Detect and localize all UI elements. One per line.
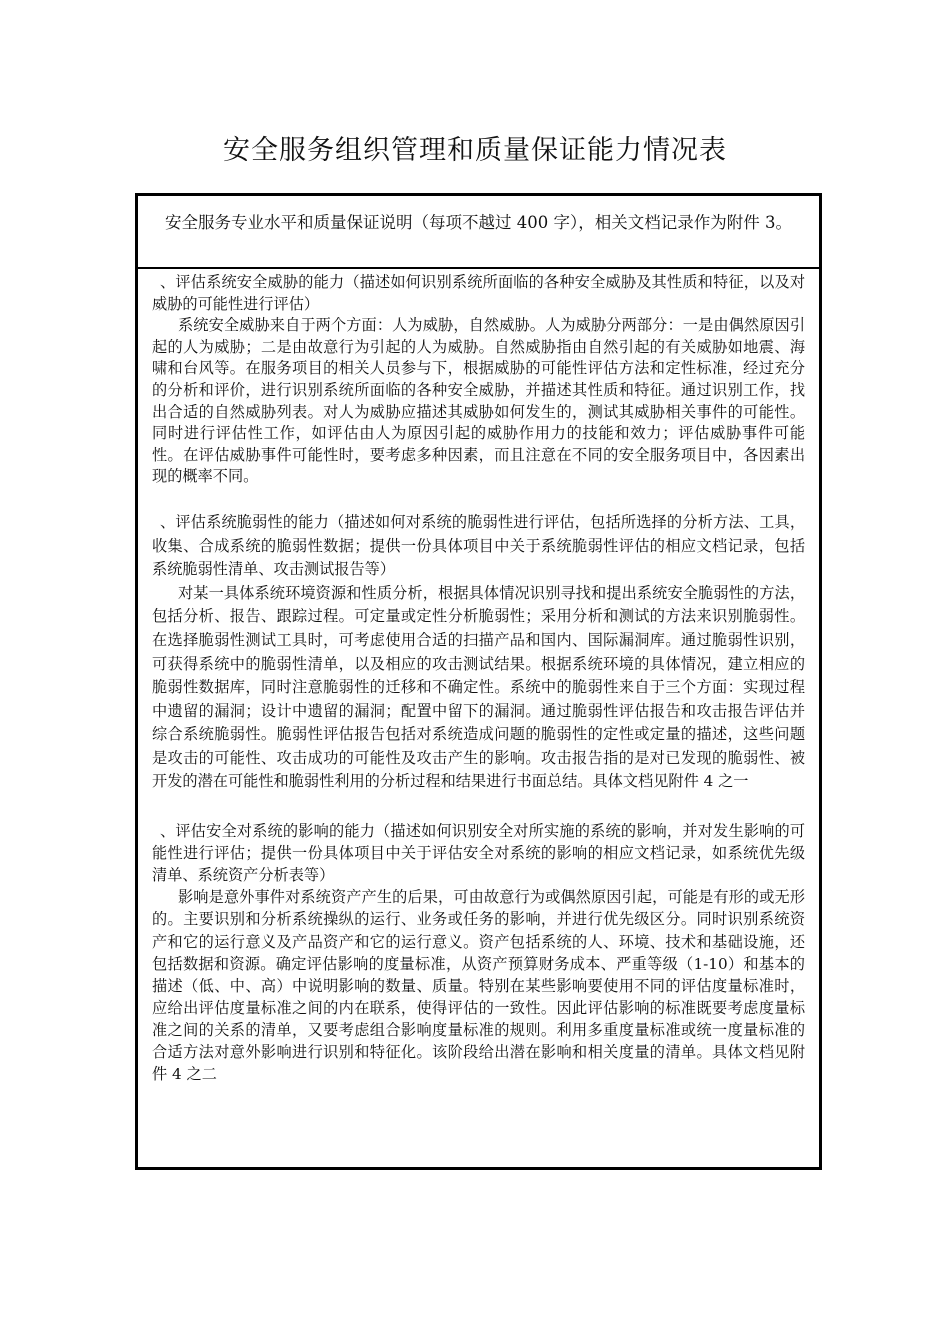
section-heading: 、评估系统脆弱性的能力（描述如何对系统的脆弱性进行评估，包括所选择的分析方法、工具，收集、合成系统的脆弱性数据；提供一份具体项目中关于系统脆弱性评估的相应文档记录，包括系统脆弱性清单、攻击测试报告等） bbox=[152, 512, 805, 579]
section-heading: 、评估安全对系统的影响的能力（描述如何识别安全对所实施的系统的影响，并对发生影响的可能性进行评估；提供一份具体项目中关于评估安全对系统的影响的相应文档记录，如系统优先级清单、系统资产分析表等） bbox=[152, 822, 805, 885]
vulnerability-assessment-section bbox=[152, 511, 805, 794]
section-spacer bbox=[152, 488, 805, 511]
threat-assessment-section bbox=[152, 272, 805, 488]
document-title: 安全服务组织管理和质量保证能力情况表 bbox=[223, 135, 727, 166]
table-header-text: 安全服务专业水平和质量保证说明（每项不越过 400 字），相关文档记录作为附件 3。 bbox=[165, 213, 792, 232]
impact-assessment-section bbox=[152, 820, 805, 1085]
section-body: 对某一具体系统环境资源和性质分析，根据具体情况识别寻找和提出系统安全脆弱性的方法，包括分析、报告、跟踪过程。可定量或定性分析脆弱性；采用分析和测试的方法来识别脆弱性。在选择脆弱性测试工具时，可考虑使用合适的扫描产品和国内、国际漏洞库。通过脆弱性识别，可获得系统中的脆弱性清单，以及相应的攻击测试结果。根据系统环境的具体情况，建立相应的脆弱性数据库，同时注意脆弱性的迁移和不确定性。系统中的脆弱性来自于三个方面：实现过程中遗留的漏洞；设计中遗留的漏洞；配置中留下的漏洞。通过脆弱性评估报告和攻击报告评估并综合系统脆弱性。脆弱性评估报告包括对系统造成问题的脆弱性的定性或定量的描述，这些问题是攻击的可能性、攻击成功的可能性及攻击产生的影响。攻击报告指的是对已发现的脆弱性、被开发的潜在可能性和脆弱性利用的分析过程和结果进行书面总结。具体文档见附件 4 之一 bbox=[152, 583, 805, 791]
section-body: 系统安全威胁来自于两个方面：人为威胁，自然威胁。人为威胁分两部分：一是由偶然原因引起的人为威胁；二是由故意行为引起的人为威胁。自然威胁指由自然引起的有关威胁如地震、海啸和台风等。在服务项目的相关人员参与下，根据威胁的可能性评估方法和定性标准，经过充分的分析和评价，进行识别系统所面临的各种安全威胁，并描述其性质和特征。通过识别工作，找出合适的自然威胁列表。对人为威胁应描述其威胁如何发生的，测试其威胁相关事件的可能性。同时进行评估性工作，如评估由人为原因引起的威胁作用力的技能和效力；评估威胁事件可能性。在评估威胁事件可能性时，要考虑多种因素，而且注意在不同的安全服务项目中，各因素出现的概率不同。 bbox=[152, 316, 805, 486]
table-body-cell bbox=[138, 269, 819, 1167]
section-spacer bbox=[152, 794, 805, 820]
section-heading: 、评估系统安全威胁的能力（描述如何识别系统所面临的各种安全威胁及其性质和特征，以及对威胁的可能性进行评估） bbox=[152, 273, 805, 313]
section-body: 影响是意外事件对系统资产产生的后果，可由故意行为或偶然原因引起，可能是有形的或无形的。主要识别和分析系统操纵的运行、业务或任务的影响，并进行优先级区分。同时识别系统资产和它的运行意义及产品资产和它的运行意义。资产包括系统的人、环境、技术和基础设施，还包括数据和资源。确定评估影响的度量标准，从资产预算财务成本、严重等级（1-10）和基本的描述（低、中、高）中说明影响的数量、质量。特别在某些影响要使用不同的评估度量标准时，应给出评估度量标准之间的内在联系，使得评估的一致性。因此评估影响的标准既要考虑度量标准之间的关系的清单，又要考虑组合影响度量标准的规则。利用多重度量标准或统一度量标准的合适方法对意外影响进行识别和特征化。该阶段给出潜在影响和相关度量的清单。具体文档见附件 4 之二 bbox=[152, 888, 805, 1084]
table-header-cell bbox=[138, 196, 819, 269]
capability-form-table bbox=[135, 193, 822, 1170]
